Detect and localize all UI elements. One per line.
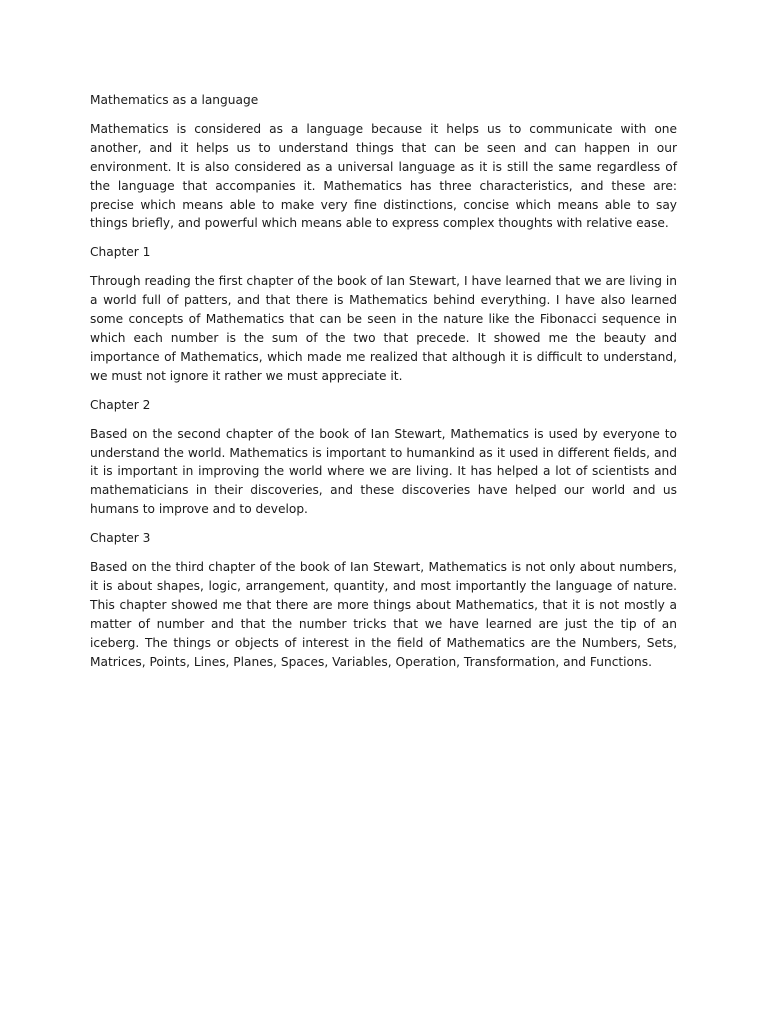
chapter-1-paragraph: Through reading the first chapter of the book of Ian Stewart, I have learned that we are living in a world full of patters, and that there is Mathematics behind everything. I have also learned some concepts of Mathematics that can be seen in the nature like the Fibonacci sequence in which each number is the sum of the two that precede. It showed me the beauty and importance of Mathematics, which made me realized that although it is difficult to understand, we must not ignore it rather we must appreciate it. xyxy=(90,274,677,383)
document-page xyxy=(90,91,677,681)
chapter-2-heading: Chapter 2 xyxy=(90,397,151,412)
chapter-1-heading: Chapter 1 xyxy=(90,245,151,260)
document-title: Mathematics as a language xyxy=(90,93,259,107)
chapter-3-paragraph: Based on the third chapter of the book of Ian Stewart, Mathematics is not only about numbers, it is about shapes, logic, arrangement, quantity, and most importantly the language of nature. This chapter showed me that there are more things about Mathematics, that it is not mostly a matter of number and that the number tricks that we have learned are just the tip of an iceberg. The things or objects of interest in the field of Mathematics are the Numbers, Sets, Matrices, Points, Lines, Planes, Spaces, Variables, Operation, Transformation, and Functions. xyxy=(90,560,677,669)
intro-paragraph: Mathematics is considered as a language because it helps us to communicate with one another, and it helps us to understand things that can be seen and can happen in our environment. It is also considered as a universal language as it is still the same regardless of the language that accompanies it. Mathematics has three characteristics, and these are: precise which means able to make very fine distinctions, concise which means able to say things briefly, and powerful which means able to express complex thoughts with relative ease. xyxy=(90,121,677,231)
chapter-3-heading: Chapter 3 xyxy=(90,531,151,546)
chapter-2-paragraph: Based on the second chapter of the book of Ian Stewart, Mathematics is used by everyone to understand the world. Mathematics is important to humankind as it used in different fields, and it is important in improving the world where we are living. It has helped a lot of scientists and mathematicians in their discoveries, and these discoveries have helped our world and us humans to improve and to develop. xyxy=(90,426,677,517)
